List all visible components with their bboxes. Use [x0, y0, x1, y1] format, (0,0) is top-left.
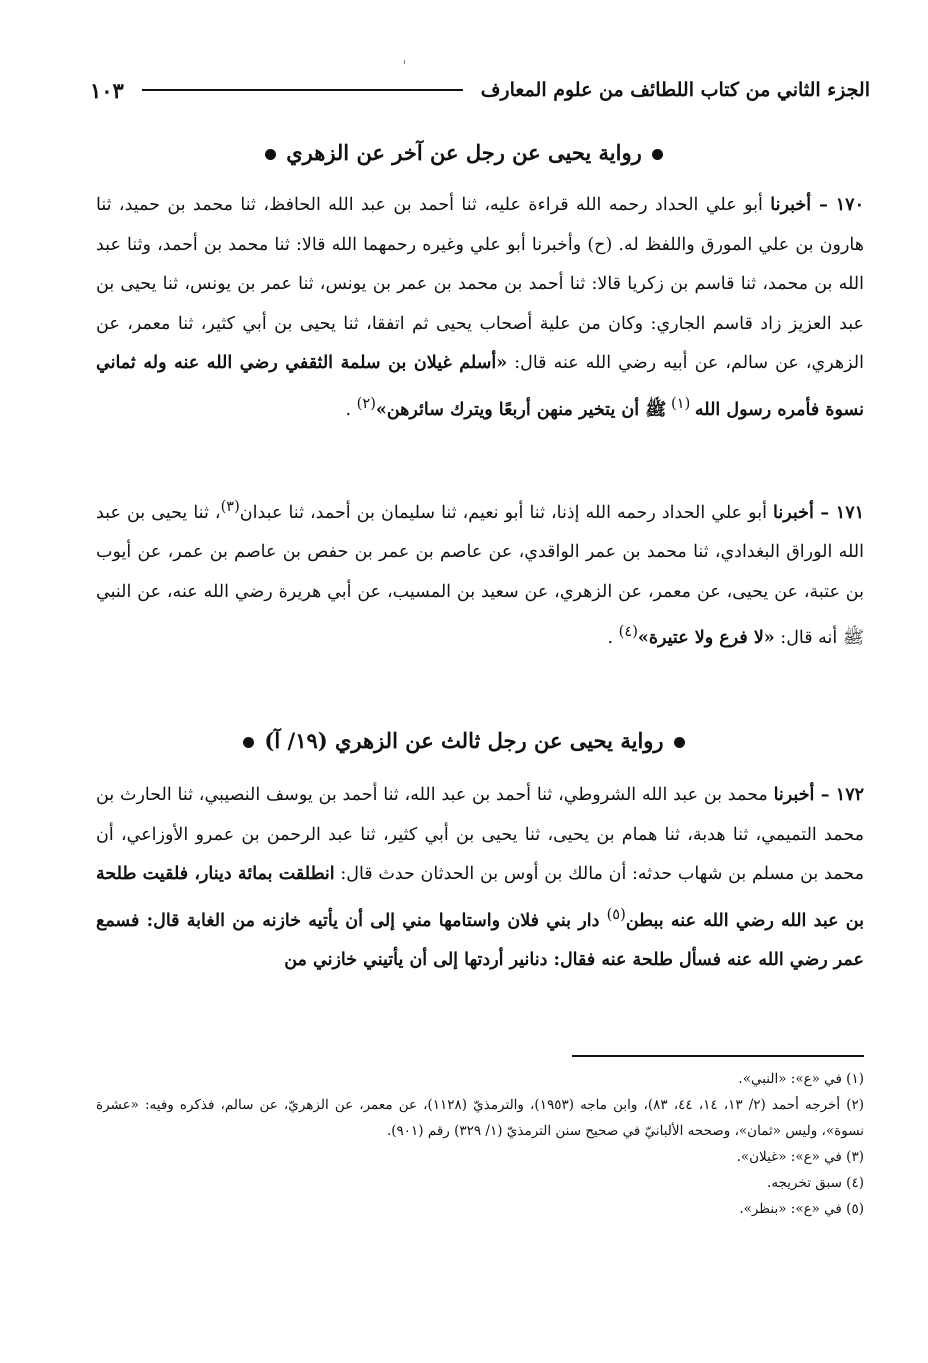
footnote-ref: (٥) — [606, 905, 626, 923]
matn-text: «لا فرع ولا عتيرة» — [637, 628, 775, 649]
bullet-icon — [652, 149, 663, 160]
hadith-171 — [96, 487, 864, 659]
footnotes — [96, 1066, 864, 1222]
bullet-icon — [674, 737, 685, 748]
matn-text: «أسلم غيلان بن سلمة الثقفي رضي الله عنه وله ثماني نسوة فأمره رسول الله — [96, 353, 864, 420]
footnote-5: (٥) في «ع»: «بنظر». — [739, 1201, 864, 1217]
hadith-number: ١٧١ – أخبرنا — [773, 502, 864, 523]
footnote-3: (٣) في «ع»: «غيلان». — [736, 1149, 864, 1165]
hadith-170 — [96, 186, 864, 430]
isnad-text: محمد بن عبد الله الشروطي، ثنا أحمد بن عبد الله، ثنا أحمد بن يوسف النصيبي، ثنا الحارث بن محمد التميمي، ثنا هدبة، ثنا همام بن يحيى، ثنا يحيى بن أبي كثير، ثنا عبد الرحمن بن عمرو الأوزاعي، أن محمد بن مسلم بن شهاب حدثه: أن مالك بن أوس بن الحدثان حدث قال: — [96, 785, 864, 884]
page-header — [90, 68, 870, 112]
punctuation: . — [607, 628, 619, 649]
footnote-1: (١) في «ع»: «النبي». — [738, 1071, 864, 1087]
matn-text: ﷺ أن يتخير منهن أربعًا ويترك سائرهن» — [375, 399, 667, 420]
matn-text: انطلقت بمائة دينار، فلقيت طلحة بن عبد الله رضي الله عنه ببطن — [96, 864, 864, 931]
footnote-2: (٢) أخرجه أحمد (٢/ ١٣، ١٤، ٤٤، ٨٣)، وابن ماجه (١٩٥٣)، والترمذيّ (١١٢٨)، عن معمر، عن الزهريّ، عن سالم، فذكره وفيه: «عشرة نسوة»، وليس «ثمان»، وصححه الألبانيّ في صحيح سنن الترمذيّ (١/ ٣٢٩) رقم (٩٠١). — [96, 1097, 865, 1139]
isnad-text: أبو علي الحداد رحمه الله قراءة عليه، ثنا أحمد بن عبد الله الحافظ، ثنا محمد بن حميد، ثنا هارون بن علي المورق واللفظ له. (ح) وأخبرنا أبو علي وغيره رحمهما الله قالا: ثنا محمد بن أحمد، وثنا عبد الله بن محمد، ثنا قاسم بن زكريا قالا: ثنا أحمد بن محمد بن عمر بن يونس، ثنا عمر بن يونس، ثنا يحيى بن عبد العزيز زاد قاسم الجاري: وكان من علية أصحاب يحيى ثم اتفقا، ثنا يحيى بن أبي كثير، ثنا معمر، عن الزهري، عن سالم، عن أبيه رضي الله عنه قال: — [96, 195, 864, 373]
hadith-number: ١٧٠ – أخبرنا — [770, 195, 864, 215]
punctuation: . — [345, 399, 357, 420]
footnote-ref: (٣) — [220, 498, 240, 515]
footnote-ref: (٤) — [618, 623, 638, 641]
hadith-172 — [96, 776, 864, 980]
hadith-number: ١٧٢ – أخبرنا — [773, 785, 864, 805]
section-heading-text: رواية يحيى عن رجل ثالث عن الزهري (١٩/ آ) — [264, 728, 664, 753]
section-heading-text: رواية يحيى عن رجل عن آخر عن الزهري — [286, 140, 642, 165]
bullet-icon — [265, 149, 276, 160]
footnote-ref: (١) — [666, 394, 695, 412]
bullet-icon — [243, 737, 254, 748]
matn-text: دار بني فلان واستامها مني إلى أن يأتيه خازنه من الغابة قال: فسمع عمر رضي الله عنه فسأل طلحة عنه فقال: دنانير أردتها إلى أن يأتيني خازني من — [96, 910, 864, 970]
footnote-4: (٤) سبق تخريجه. — [767, 1175, 864, 1191]
running-title: الجزء الثاني من كتاب اللطائف من علوم المعارف — [480, 79, 870, 101]
scan-mark — [404, 60, 405, 64]
header-rule — [142, 89, 463, 91]
page-number: ١٠٣ — [90, 77, 124, 103]
section-heading-2 — [60, 728, 868, 753]
section-heading-1 — [60, 140, 868, 165]
footnote-ref: (٢) — [356, 394, 376, 412]
footnote-separator — [572, 1055, 864, 1057]
isnad-text: ، ثنا يحيى بن عبد الله الوراق البغدادي، ثنا محمد بن عمر الواقدي، عن عاصم بن عمر بن حفص بن عاصم بن عمر، عن أيوب بن عتبة، عن يحيى، عن معمر، عن الزهري، عن سعيد بن المسيب، عن أبي هريرة رضي الله عنه، عن النبي ﷺ أنه قال: — [96, 502, 864, 649]
isnad-text: أبو علي الحداد رحمه الله إذنا، ثنا أبو نعيم، ثنا سليمان بن أحمد، ثنا عبدان — [239, 502, 774, 523]
